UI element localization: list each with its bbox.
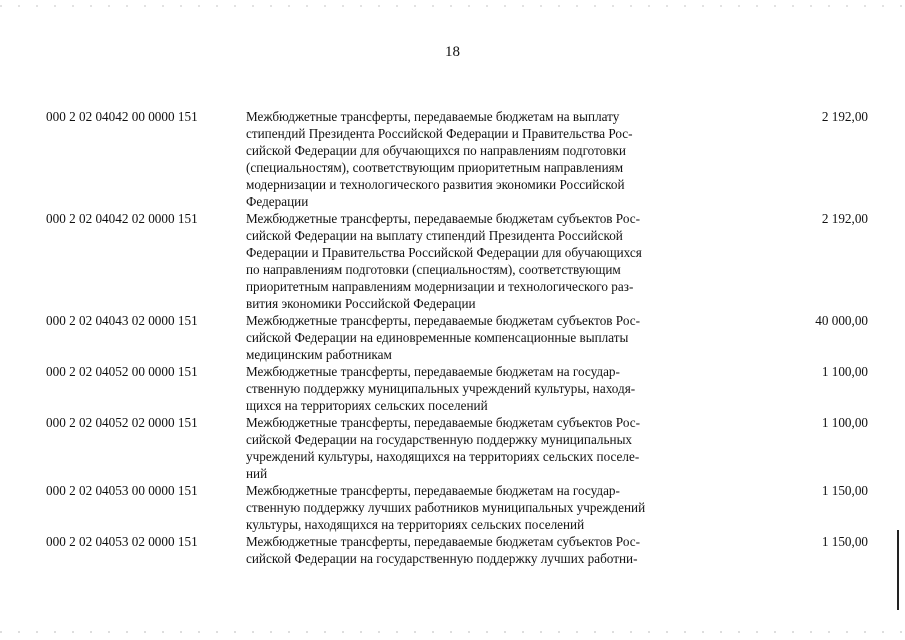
row-description [246,482,716,533]
description-line: Межбюджетные трансферты, передаваемые бюджетам на государ- [246,483,620,498]
description-line: ний [246,466,268,481]
row-description [246,108,716,210]
row-description [246,210,716,312]
description-line: Межбюджетные трансферты, передаваемые бюджетам на выплату [246,109,620,124]
description-line: стипендий Президента Российской Федерации и Правительства Рос- [246,126,633,141]
description-line: сийской Федерации для обучающихся по направлениям подготовки [246,143,626,158]
table-row [46,312,868,363]
description-line: учреждений культуры, находящихся на территориях сельских поселе- [246,449,640,464]
scan-noise-top [0,5,905,7]
scan-edge-mark [897,530,899,610]
row-description [246,414,716,482]
description-line: ственную поддержку муниципальных учреждений культуры, находя- [246,381,636,396]
row-description [246,363,716,414]
budget-code: 000 2 02 04042 00 0000 151 [46,109,198,124]
description-line: медицинским работникам [246,347,392,362]
table-row [46,108,868,210]
amount: 2 192,00 [821,109,868,124]
description-line: Федерации и Правительства Российской Федерации для обучающихся [246,245,642,260]
description-line: приоритетным направлениям модернизации и технологического раз- [246,279,634,294]
description-line: Межбюджетные трансферты, передаваемые бюджетам субъектов Рос- [246,534,640,549]
row-description [246,533,716,567]
table-row [46,482,868,533]
description-line: сийской Федерации на государственную поддержку муниципальных [246,432,633,447]
description-line: вития экономики Российской Федерации [246,296,476,311]
page-number: 18 [445,44,460,60]
table-row [46,363,868,414]
row-description [246,312,716,363]
description-line: Межбюджетные трансферты, передаваемые бюджетам на государ- [246,364,620,379]
amount: 1 150,00 [821,534,868,549]
description-line: культуры, находящихся на территориях сельских поселений [246,517,585,532]
description-line: (специальностям), соответствующим приоритетным направлениям [246,160,624,175]
description-line: Межбюджетные трансферты, передаваемые бюджетам субъектов Рос- [246,211,640,226]
description-line: сийской Федерации на выплату стипендий Президента Российской [246,228,623,243]
amount: 1 150,00 [821,483,868,498]
budget-code: 000 2 02 04042 02 0000 151 [46,211,198,226]
description-line: по направлениям подготовки (специальностям), соответствующим [246,262,621,277]
table-row [46,533,868,567]
description-line: сийской Федерации на государственную поддержку лучших работни- [246,551,638,566]
amount: 1 100,00 [821,364,868,379]
budget-code: 000 2 02 04043 02 0000 151 [46,313,198,328]
table-row [46,210,868,312]
description-line: Федерации [246,194,309,209]
description-line: сийской Федерации на единовременные компенсационные выплаты [246,330,629,345]
budget-code: 000 2 02 04053 02 0000 151 [46,534,198,549]
amount: 1 100,00 [821,415,868,430]
scan-noise-bottom [0,631,905,633]
description-line: модернизации и технологического развития экономики Российской [246,177,625,192]
budget-code: 000 2 02 04052 00 0000 151 [46,364,198,379]
description-line: Межбюджетные трансферты, передаваемые бюджетам субъектов Рос- [246,415,640,430]
budget-code: 000 2 02 04053 00 0000 151 [46,483,198,498]
description-line: щихся на территориях сельских поселений [246,398,488,413]
amount: 2 192,00 [821,211,868,226]
description-line: ственную поддержку лучших работников муниципальных учреждений [246,500,646,515]
description-line: Межбюджетные трансферты, передаваемые бюджетам субъектов Рос- [246,313,640,328]
budget-code: 000 2 02 04052 02 0000 151 [46,415,198,430]
amount: 40 000,00 [815,313,868,328]
budget-table [46,108,868,567]
table-row [46,414,868,482]
